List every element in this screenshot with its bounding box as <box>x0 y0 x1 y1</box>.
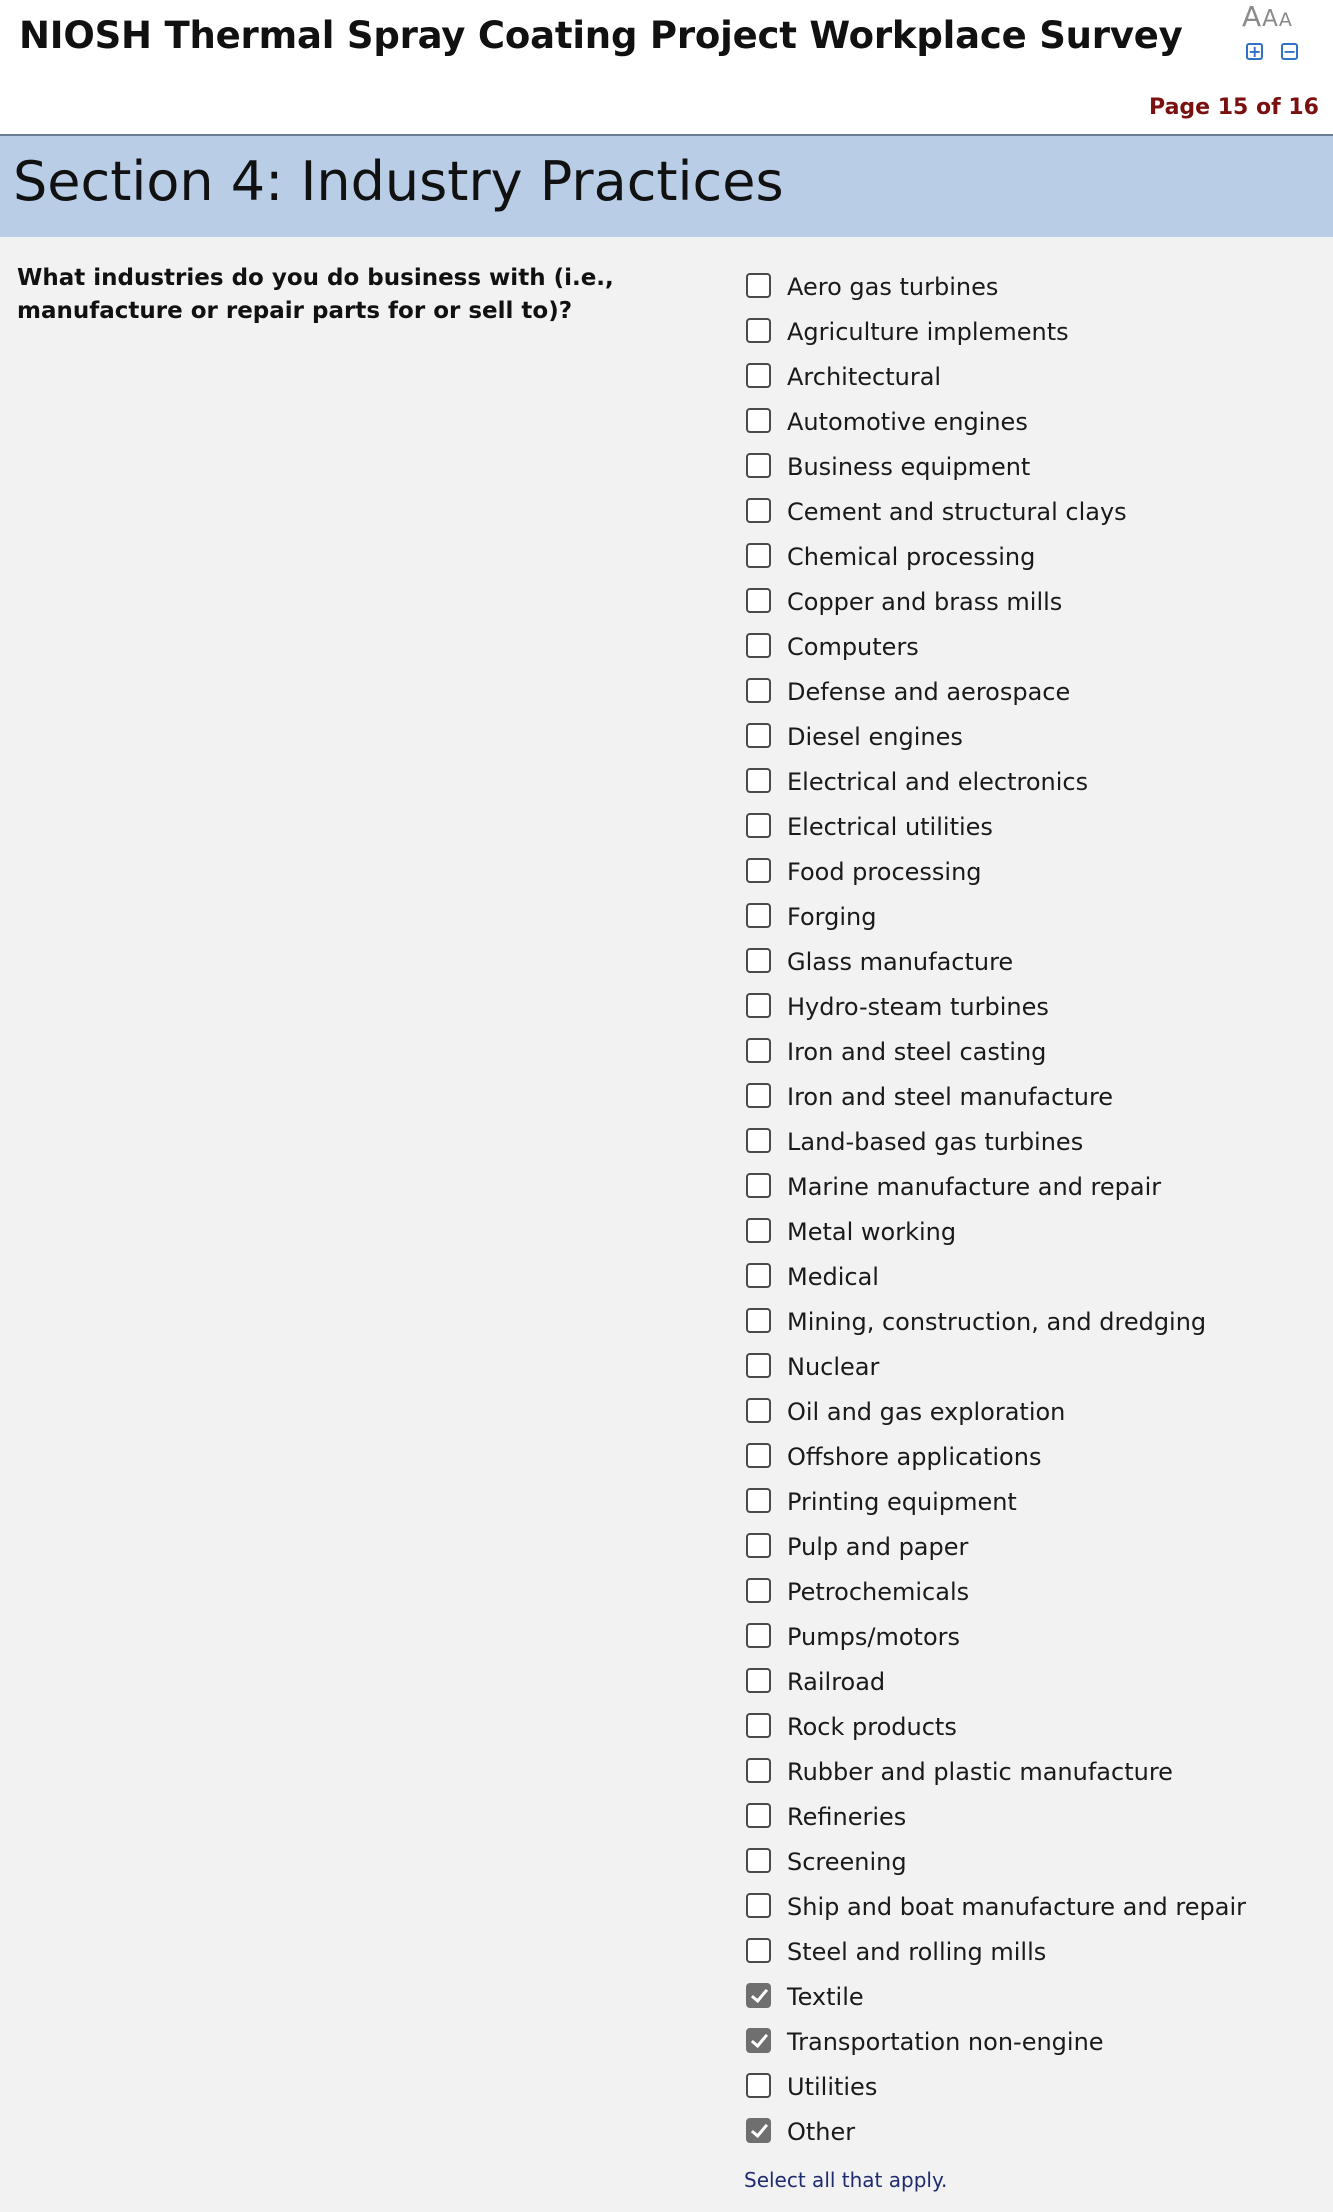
checkbox[interactable] <box>746 273 771 298</box>
checkbox[interactable] <box>746 723 771 748</box>
increase-font-button[interactable] <box>1246 43 1263 60</box>
industry-option[interactable] <box>746 631 1326 676</box>
checkbox[interactable] <box>746 1398 771 1423</box>
industry-option[interactable] <box>746 541 1326 586</box>
industry-option[interactable] <box>746 1846 1326 1891</box>
industry-option[interactable] <box>746 1216 1326 1261</box>
checkbox[interactable] <box>746 1668 771 1693</box>
industry-option[interactable] <box>746 1891 1326 1936</box>
industry-option-label: Ship and boat manufacture and repair <box>787 1893 1246 1921</box>
industry-option[interactable] <box>746 496 1326 541</box>
industry-option[interactable] <box>746 1486 1326 1531</box>
industry-option-label: Iron and steel casting <box>787 1038 1047 1066</box>
page-indicator: Page 15 of 16 <box>1149 95 1319 120</box>
font-size-controls <box>1240 0 1310 70</box>
checkbox[interactable] <box>746 813 771 838</box>
checkbox[interactable] <box>746 453 771 478</box>
industry-option-label: Oil and gas exploration <box>787 1398 1066 1426</box>
industry-option-label: Offshore applications <box>787 1443 1042 1471</box>
checkbox[interactable] <box>746 903 771 928</box>
checkbox[interactable] <box>746 1803 771 1828</box>
industry-option-label: Mining, construction, and dredging <box>787 1308 1207 1336</box>
industry-option-label: Electrical utilities <box>787 813 993 841</box>
industry-option-label: Chemical processing <box>787 543 1036 571</box>
industry-option[interactable] <box>746 1621 1326 1666</box>
industry-option[interactable] <box>746 361 1326 406</box>
industry-option[interactable] <box>746 1801 1326 1846</box>
industry-option[interactable] <box>746 1126 1326 1171</box>
industry-option[interactable] <box>746 2026 1326 2071</box>
industry-option[interactable] <box>746 811 1326 856</box>
industry-option-label: Cement and structural clays <box>787 498 1127 526</box>
industry-option-label: Refineries <box>787 1803 907 1831</box>
industry-option[interactable] <box>746 1171 1326 1216</box>
industry-option-label: Transportation non-engine <box>787 2028 1104 2056</box>
industry-option[interactable] <box>746 1936 1326 1981</box>
industry-option-label: Iron and steel manufacture <box>787 1083 1114 1111</box>
checkbox[interactable] <box>746 2073 771 2098</box>
checkbox[interactable] <box>746 768 771 793</box>
industry-option[interactable] <box>746 1396 1326 1441</box>
industry-options-list <box>746 271 1326 2161</box>
checkbox[interactable] <box>746 1893 771 1918</box>
industry-option-label: Printing equipment <box>787 1488 1017 1516</box>
checkbox[interactable] <box>746 1443 771 1468</box>
checkbox[interactable] <box>746 948 771 973</box>
industry-option[interactable] <box>746 721 1326 766</box>
industry-option-label: Textile <box>787 1983 864 2011</box>
industry-option-label: Metal working <box>787 1218 957 1246</box>
checkbox[interactable] <box>746 318 771 343</box>
checkbox[interactable] <box>746 1758 771 1783</box>
checkbox[interactable] <box>746 498 771 523</box>
checkbox[interactable] <box>746 1263 771 1288</box>
section-header <box>0 136 1333 237</box>
industry-option[interactable] <box>746 1666 1326 1711</box>
checkbox[interactable] <box>746 1578 771 1603</box>
industry-option-label: Utilities <box>787 2073 878 2101</box>
industry-option-label: Electrical and electronics <box>787 768 1089 796</box>
font-size-large-glyph: A <box>1242 0 1262 33</box>
checkbox[interactable] <box>746 1713 771 1738</box>
industry-option[interactable] <box>746 856 1326 901</box>
industry-option-label: Agriculture implements <box>787 318 1069 346</box>
checkbox-checked[interactable] <box>746 2028 771 2053</box>
industry-option[interactable] <box>746 1081 1326 1126</box>
industry-option-label: Architectural <box>787 363 942 391</box>
industry-option-label: Marine manufacture and repair <box>787 1173 1162 1201</box>
checkbox[interactable] <box>746 543 771 568</box>
industry-option-label: Hydro-steam turbines <box>787 993 1049 1021</box>
industry-option-label: Forging <box>787 903 877 931</box>
industry-option[interactable] <box>746 1756 1326 1801</box>
industry-option[interactable] <box>746 451 1326 496</box>
industry-option[interactable] <box>746 1531 1326 1576</box>
checkbox[interactable] <box>746 1623 771 1648</box>
industry-option[interactable] <box>746 2071 1326 2116</box>
checkbox[interactable] <box>746 1848 771 1873</box>
industry-option[interactable] <box>746 1036 1326 1081</box>
checkbox-checked[interactable] <box>746 2118 771 2143</box>
industry-option-label: Glass manufacture <box>787 948 1014 976</box>
checkbox[interactable] <box>746 678 771 703</box>
industry-option-label: Railroad <box>787 1668 886 1696</box>
industry-option[interactable] <box>746 1261 1326 1306</box>
industry-option[interactable] <box>746 901 1326 946</box>
checkbox[interactable] <box>746 858 771 883</box>
select-all-hint: Select all that apply. <box>744 2168 948 2192</box>
checkbox[interactable] <box>746 1353 771 1378</box>
industry-option-label: Diesel engines <box>787 723 963 751</box>
industry-option[interactable] <box>746 991 1326 1036</box>
industry-option-label: Business equipment <box>787 453 1031 481</box>
industry-option-label: Medical <box>787 1263 879 1291</box>
industry-option[interactable] <box>746 1981 1326 2026</box>
industry-option-label: Automotive engines <box>787 408 1028 436</box>
industry-option[interactable] <box>746 766 1326 811</box>
survey-title: NIOSH Thermal Spray Coating Project Workplace Survey <box>19 14 1183 57</box>
industry-option-label: Food processing <box>787 858 982 886</box>
minus-box-icon: − <box>1283 42 1297 61</box>
checkbox[interactable] <box>746 363 771 388</box>
checkbox[interactable] <box>746 1128 771 1153</box>
industry-option-label: Land-based gas turbines <box>787 1128 1084 1156</box>
industry-option-label: Screening <box>787 1848 907 1876</box>
checkbox-checked[interactable] <box>746 1983 771 2008</box>
industry-option-label: Petrochemicals <box>787 1578 970 1606</box>
industry-option-label: Computers <box>787 633 919 661</box>
industry-option-label: Defense and aerospace <box>787 678 1071 706</box>
industry-option[interactable] <box>746 1711 1326 1756</box>
checkbox[interactable] <box>746 1083 771 1108</box>
font-size-medium-glyph: A <box>1262 6 1278 32</box>
industry-option-label: Other <box>787 2118 856 2146</box>
survey-header <box>0 0 1333 136</box>
industry-option-label: Copper and brass mills <box>787 588 1063 616</box>
industry-option-label: Aero gas turbines <box>787 273 999 301</box>
plus-box-icon: + <box>1248 42 1262 61</box>
industry-option-label: Steel and rolling mills <box>787 1938 1047 1966</box>
industry-option[interactable] <box>746 2116 1326 2161</box>
industry-option[interactable] <box>746 1306 1326 1351</box>
industry-option[interactable] <box>746 316 1326 361</box>
industry-option[interactable] <box>746 406 1326 451</box>
industry-option-label: Rubber and plastic manufacture <box>787 1758 1173 1786</box>
industry-option[interactable] <box>746 1441 1326 1486</box>
section-title: Section 4: Industry Practices <box>13 150 784 213</box>
checkbox[interactable] <box>746 993 771 1018</box>
industry-option-label: Pulp and paper <box>787 1533 969 1561</box>
checkbox[interactable] <box>746 1308 771 1333</box>
checkbox[interactable] <box>746 1488 771 1513</box>
checkbox[interactable] <box>746 1533 771 1558</box>
industry-option-label: Nuclear <box>787 1353 880 1381</box>
checkbox[interactable] <box>746 1218 771 1243</box>
font-size-small-glyph: A <box>1278 9 1292 31</box>
industry-option[interactable] <box>746 946 1326 991</box>
industry-option[interactable] <box>746 1351 1326 1396</box>
question-text: What industries do you do business with (i.e., manufacture or repair parts for or sell to)? <box>17 265 614 324</box>
checkbox[interactable] <box>746 588 771 613</box>
checkbox[interactable] <box>746 408 771 433</box>
checkbox[interactable] <box>746 1938 771 1963</box>
industry-option[interactable] <box>746 1576 1326 1621</box>
checkbox[interactable] <box>746 633 771 658</box>
industry-option-label: Rock products <box>787 1713 957 1741</box>
decrease-font-button[interactable] <box>1281 43 1298 60</box>
industry-option[interactable] <box>746 586 1326 631</box>
industry-option[interactable] <box>746 676 1326 721</box>
checkbox[interactable] <box>746 1038 771 1063</box>
industry-option[interactable] <box>746 271 1326 316</box>
font-size-glyphs <box>1242 0 1292 33</box>
industry-option-label: Pumps/motors <box>787 1623 960 1651</box>
checkbox[interactable] <box>746 1173 771 1198</box>
